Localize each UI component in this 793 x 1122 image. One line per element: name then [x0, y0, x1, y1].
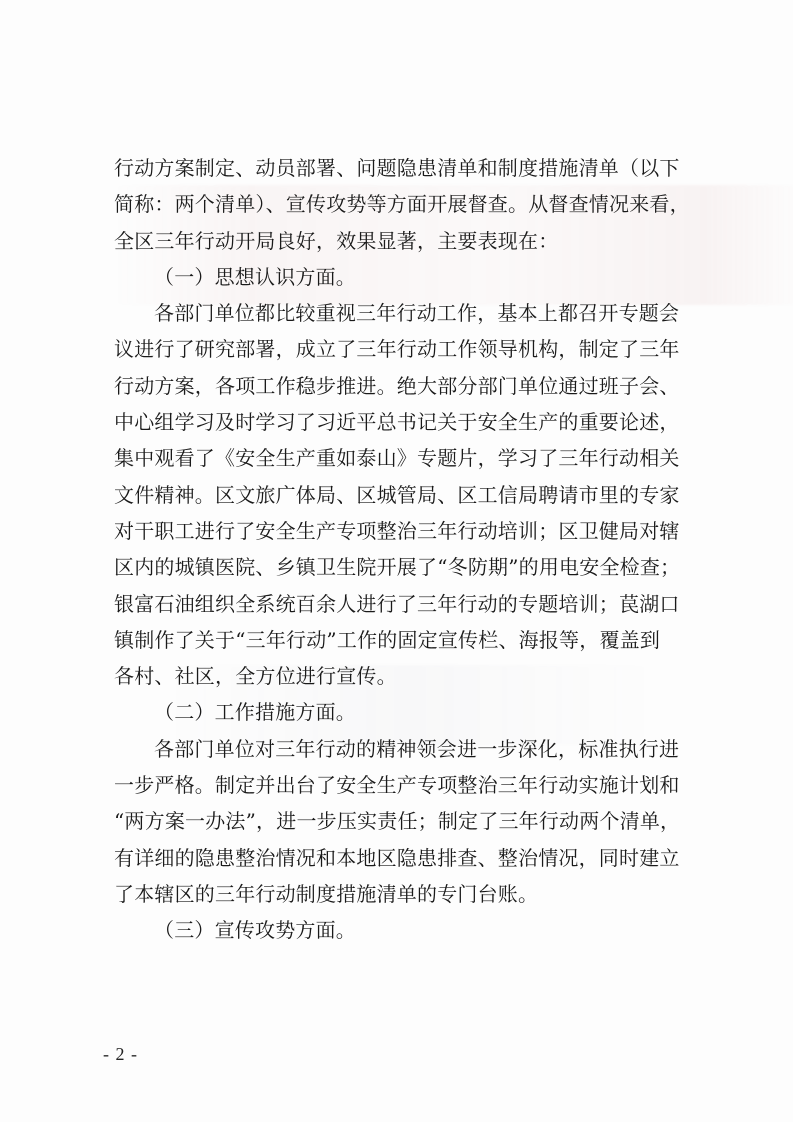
- body-line: 区内的城镇医院、乡镇卫生院开展了“冬防期”的用电安全检查；: [114, 555, 681, 580]
- paragraph-start: 各部门单位都比较重视三年行动工作，基本上都召开专题会: [154, 301, 680, 326]
- body-line: 行动方案制定、动员部署、问题隐患清单和制度措施清单（以下: [114, 156, 680, 180]
- body-line: 镇制作了关于“三年行动”工作的固定宣传栏、海报等，覆盖到: [114, 627, 661, 652]
- section-heading-1: （一）思想认识方面。: [154, 264, 356, 289]
- section-heading-3: （三）宣传攻势方面。: [154, 918, 356, 943]
- document-body: [114, 150, 688, 949]
- body-line: 各村、社区，全方位进行宣传。: [114, 664, 397, 689]
- body-line: 议进行了研究部署，成立了三年行动工作领导机构，制定了三年: [114, 337, 680, 362]
- body-line: 行动方案，各项工作稳步推进。绝大部分部门单位通过班子会、: [114, 373, 680, 398]
- body-line: 简称：两个清单）、宣传攻势等方面开展督查。从督查情况来看，: [114, 192, 690, 217]
- paragraph-start: 各部门单位对三年行动的精神领会进一步深化，标准执行进: [154, 736, 680, 761]
- body-line: 文件精神。区文旅广体局、区城管局、区工信局聘请市里的专家: [114, 482, 680, 507]
- body-line: 对干职工进行了安全生产专项整治三年行动培训；区卫健局对辖: [114, 518, 680, 543]
- section-heading-2: （二）工作措施方面。: [154, 700, 356, 725]
- body-line: “两方案一办法”，进一步压实责任；制定了三年行动两个清单，: [114, 809, 681, 834]
- body-line: 全区三年行动开局良好，效果显著，主要表现在：: [114, 228, 559, 253]
- body-line: 中心组学习及时学习了习近平总书记关于安全生产的重要论述，: [114, 410, 680, 435]
- body-line: 银富石油组织全系统百余人进行了三年行动的专题培训；苠湖口: [114, 591, 680, 616]
- body-line: 一步严格。制定并出台了安全生产专项整治三年行动实施计划和: [114, 773, 680, 798]
- body-line: 集中观看了《安全生产重如泰山》专题片，学习了三年行动相关: [114, 446, 680, 471]
- body-line: 有详细的隐患整治情况和本地区隐患排查、整治情况，同时建立: [114, 845, 680, 870]
- body-line: 了本辖区的三年行动制度措施清单的专门台账。: [114, 881, 539, 906]
- page-number: - 2 -: [103, 1044, 138, 1064]
